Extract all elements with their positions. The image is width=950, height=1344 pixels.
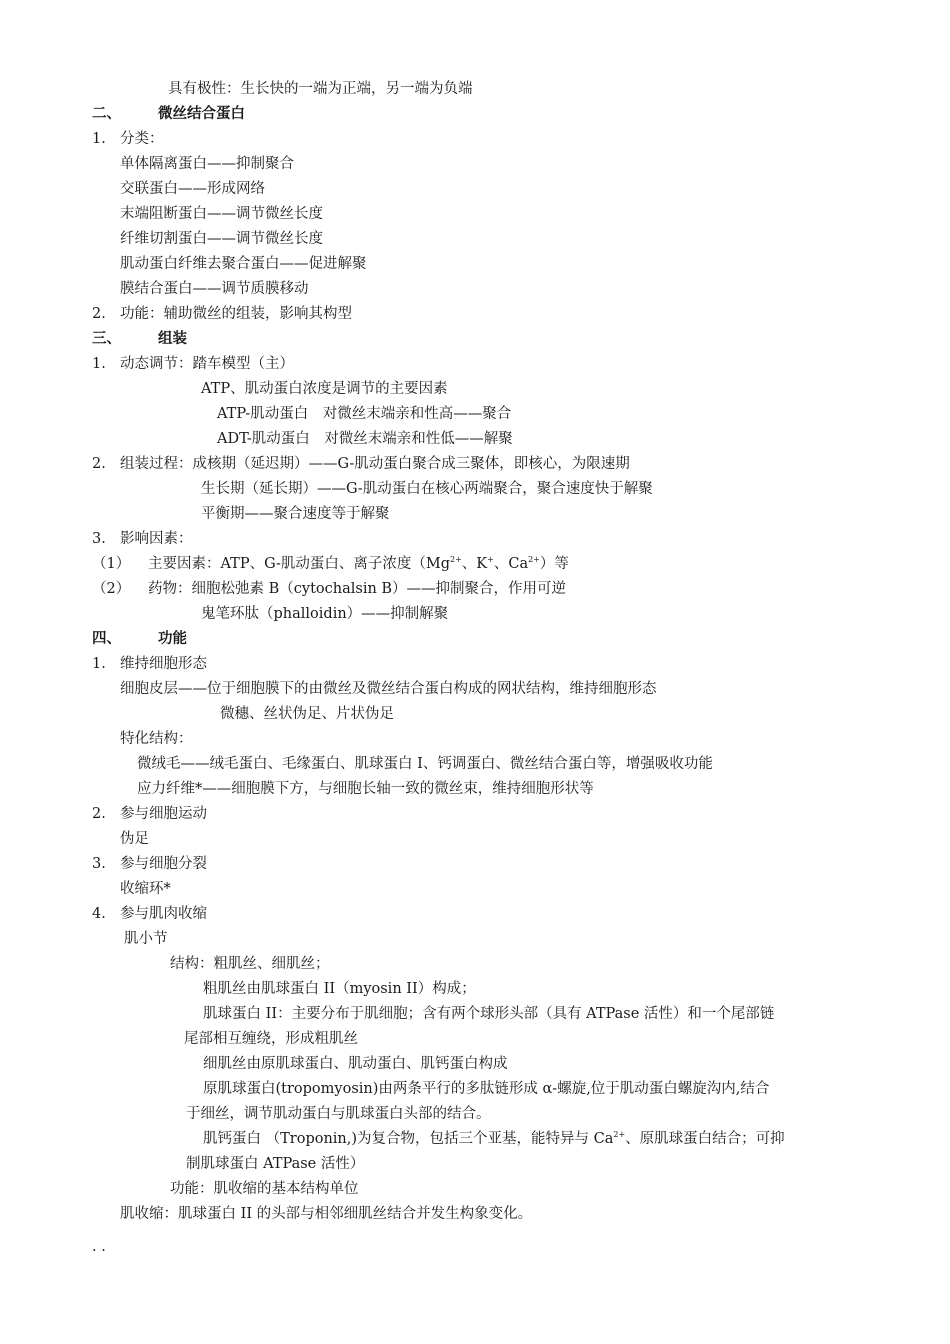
text-line: 具有极性：生长快的一端为正端，另一端为负端 — [168, 81, 473, 97]
text-line: 肌小节 — [124, 931, 168, 947]
text-line: 肌钙蛋白 （Troponin,)为复合物，包括三个亚基，能特异与 $Ca^{2+}$、原肌球蛋白结合；可抑 — [203, 1130, 785, 1147]
text-line: 伪足 — [120, 831, 149, 847]
list-number: 2. — [92, 306, 106, 322]
section-heading: 微丝结合蛋白 — [158, 105, 245, 122]
text-line: 结构：粗肌丝、细肌丝； — [170, 956, 330, 972]
text-line: 应力纤维*——细胞膜下方，与细胞长轴一致的微丝束，维持细胞形状等 — [137, 781, 594, 797]
text-line: 肌动蛋白纤维去聚合蛋白——促进解聚 — [120, 256, 367, 272]
text-line: 动态调节：踏车模型（主） — [120, 356, 294, 372]
text-line: 交联蛋白——形成网络 — [120, 181, 265, 197]
text-line: ADT-肌动蛋白 对微丝末端亲和性低——解聚 — [217, 431, 513, 447]
text-line: ATP-肌动蛋白 对微丝末端亲和性高——聚合 — [217, 406, 512, 422]
text-line: 生长期（延长期）——G-肌动蛋白在核心两端聚合，聚合速度快于解聚 — [201, 481, 653, 497]
text-line: 纤维切割蛋白——调节微丝长度 — [120, 231, 323, 247]
text-line: 主要因素：ATP、G-肌动蛋白、离子浓度（$Mg^{2+}$、K+、$Ca^{2+}$）等 — [148, 555, 569, 572]
list-number: 1. — [92, 656, 106, 672]
text-line: 尾部相互缠绕，形成粗肌丝 — [184, 1031, 358, 1047]
section-number: 四、 — [92, 630, 121, 647]
text-line: 于细丝，调节肌动蛋白与肌球蛋白头部的结合。 — [186, 1106, 491, 1122]
text-line: 平衡期——聚合速度等于解聚 — [201, 506, 390, 522]
text-line: 药物：细胞松弛素 B（cytochalsin B）——抑制聚合，作用可逆 — [148, 581, 567, 597]
text-line: 参与细胞分裂 — [120, 856, 207, 872]
text-line: 单体隔离蛋白——抑制聚合 — [120, 156, 294, 172]
list-number: 1. — [92, 356, 106, 372]
text-line: 鬼笔环肽（phalloidin）——抑制解聚 — [201, 606, 449, 622]
list-number: 2. — [92, 806, 106, 822]
text-line: 末端阻断蛋白——调节微丝长度 — [120, 206, 323, 222]
text-line: 特化结构： — [120, 731, 193, 747]
list-number: 4. — [92, 906, 106, 922]
text-line: 细胞皮层——位于细胞膜下的由微丝及微丝结合蛋白构成的网状结构，维持细胞形态 — [120, 681, 657, 697]
text-line: 制肌球蛋白 ATPase 活性） — [186, 1156, 365, 1172]
text-line: 粗肌丝由肌球蛋白 II（myosin II）构成； — [203, 981, 476, 997]
list-number: 1. — [92, 131, 106, 147]
text-line: 微穗、丝状伪足、片状伪足 — [220, 706, 394, 722]
sub-number: （2） — [92, 581, 131, 597]
text-line: 维持细胞形态 — [120, 656, 207, 672]
text-line: 功能：肌收缩的基本结构单位 — [170, 1181, 359, 1197]
text-line: 收缩环* — [120, 881, 171, 897]
section-heading: 功能 — [158, 630, 187, 647]
list-number: 3. — [92, 531, 106, 547]
sub-number: （1） — [92, 556, 131, 572]
list-number: 2. — [92, 456, 106, 472]
text-line: 参与肌肉收缩 — [120, 906, 207, 922]
text-line: 细肌丝由原肌球蛋白、肌动蛋白、肌钙蛋白构成 — [203, 1056, 508, 1072]
text-line: 原肌球蛋白(tropomyosin)由两条平行的多肽链形成 α-螺旋,位于肌动蛋白螺旋沟内,结合 — [203, 1081, 770, 1097]
text-line: 组装过程：成核期（延迟期）——G-肌动蛋白聚合成三聚体，即核心，为限速期 — [120, 456, 630, 472]
section-number: 二、 — [92, 105, 121, 122]
text-line: 分类： — [120, 131, 164, 147]
text-line: ATP、肌动蛋白浓度是调节的主要因素 — [201, 381, 448, 397]
text-line: 影响因素： — [120, 531, 193, 547]
text-line: 肌收缩：肌球蛋白 II 的头部与相邻细肌丝结合并发生构象变化。 — [120, 1206, 533, 1222]
footer-dots: . . — [92, 1239, 106, 1255]
text-line: 膜结合蛋白——调节质膜移动 — [120, 281, 309, 297]
section-number: 三、 — [92, 330, 121, 347]
text-line: 肌球蛋白 II：主要分布于肌细胞；含有两个球形头部（具有 ATPase 活性）和一个尾部链 — [203, 1006, 775, 1022]
list-number: 3. — [92, 856, 106, 872]
text-line: 微绒毛——绒毛蛋白、毛缘蛋白、肌球蛋白 I、钙调蛋白、微丝结合蛋白等，增强吸收功能 — [137, 756, 713, 772]
text-line: 参与细胞运动 — [120, 806, 207, 822]
text-line: 功能：辅助微丝的组装，影响其构型 — [120, 306, 352, 322]
section-heading: 组装 — [158, 330, 187, 347]
